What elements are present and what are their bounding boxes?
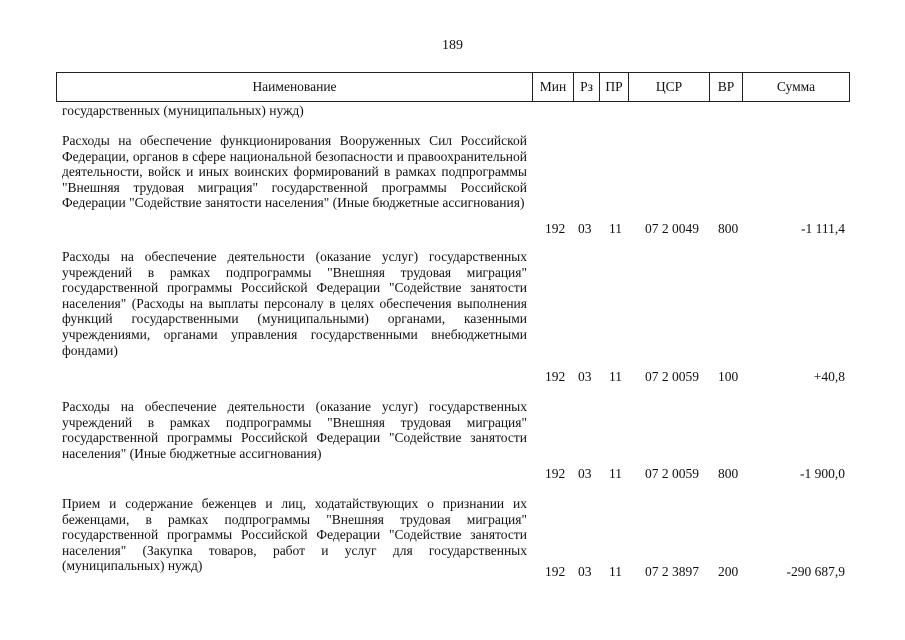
header-csr: ЦСР (628, 73, 709, 101)
header-sum: Сумма (742, 73, 849, 101)
row-csr: 07 2 0059 (645, 466, 699, 481)
row-vr: 100 (718, 369, 739, 384)
row-csr: 07 2 0049 (645, 221, 699, 236)
header-min: Мин (532, 73, 573, 101)
header-name: Наименование (252, 79, 337, 94)
row-name: Расходы на обеспечение деятельности (оказание услуг) государственных учреждений в рамках подпрограммы "Внешняя трудовая миграция" государственной программы Российской Федерации "Содействие занятости населения" (Расходы на выплаты персоналу в целях обеспечения выполнения функций государственными (муниципальными) органами, казенными учреждениями, органами управления государственными внебюджетными фондами) (62, 249, 527, 358)
row-rz: 03 (578, 564, 592, 579)
table-row (62, 399, 850, 482)
page-number: 189 (442, 38, 463, 53)
row-min: 192 (545, 369, 566, 384)
row-csr: 07 2 3897 (645, 564, 699, 579)
row-rz: 03 (578, 221, 592, 236)
table-row (62, 496, 850, 580)
table-row (62, 249, 850, 385)
row-pr: 11 (609, 564, 622, 579)
row-min: 192 (545, 466, 566, 481)
row-sum: +40,8 (813, 369, 845, 384)
row-vr: 800 (718, 466, 739, 481)
table-header (56, 72, 850, 102)
header-rz: Рз (573, 73, 599, 101)
row-min: 192 (545, 564, 566, 579)
row-vr: 800 (718, 221, 739, 236)
header-vr: ВР (709, 73, 742, 101)
row-pr: 11 (609, 369, 622, 384)
row-pr: 11 (609, 221, 622, 236)
row-name: Расходы на обеспечение деятельности (оказание услуг) государственных учреждений в рамках подпрограммы "Внешняя трудовая миграция" государственной программы Российской Федерации "Содействие занятости населения" (Иные бюджетные ассигнования) (62, 399, 527, 461)
row-rz: 03 (578, 369, 592, 384)
row-name: Прием и содержание беженцев и лиц, ходатайствующих о признании их беженцами, в рамках подпрограммы "Внешняя трудовая миграция" государственной программы Российской Федерации "Содействие занятости населения" (Закупка товаров, работ и услуг для государственных (муниципальных) нужд) (62, 496, 527, 574)
header-pr: ПР (599, 73, 628, 101)
row-csr: 07 2 0059 (645, 369, 699, 384)
row-rz: 03 (578, 466, 592, 481)
row-vr: 200 (718, 564, 739, 579)
row-sum: -1 900,0 (800, 466, 845, 481)
row-sum: -290 687,9 (786, 564, 845, 579)
row-sum: -1 111,4 (801, 221, 845, 236)
row-pr: 11 (609, 466, 622, 481)
table-row (62, 133, 850, 237)
row-min: 192 (545, 221, 566, 236)
row-name: Расходы на обеспечение функционирования Вооруженных Сил Российской Федерации, органов в сфере национальной безопасности и правоохранительной деятельности, войск и иных воинских формирований в рамках подпрограммы "Внешняя трудовая миграция" государственной программы Российской Федерации "Содействие занятости населения" (Иные бюджетные ассигнования) (62, 133, 527, 211)
continuation-text: государственных (муниципальных) нужд) (62, 103, 304, 118)
